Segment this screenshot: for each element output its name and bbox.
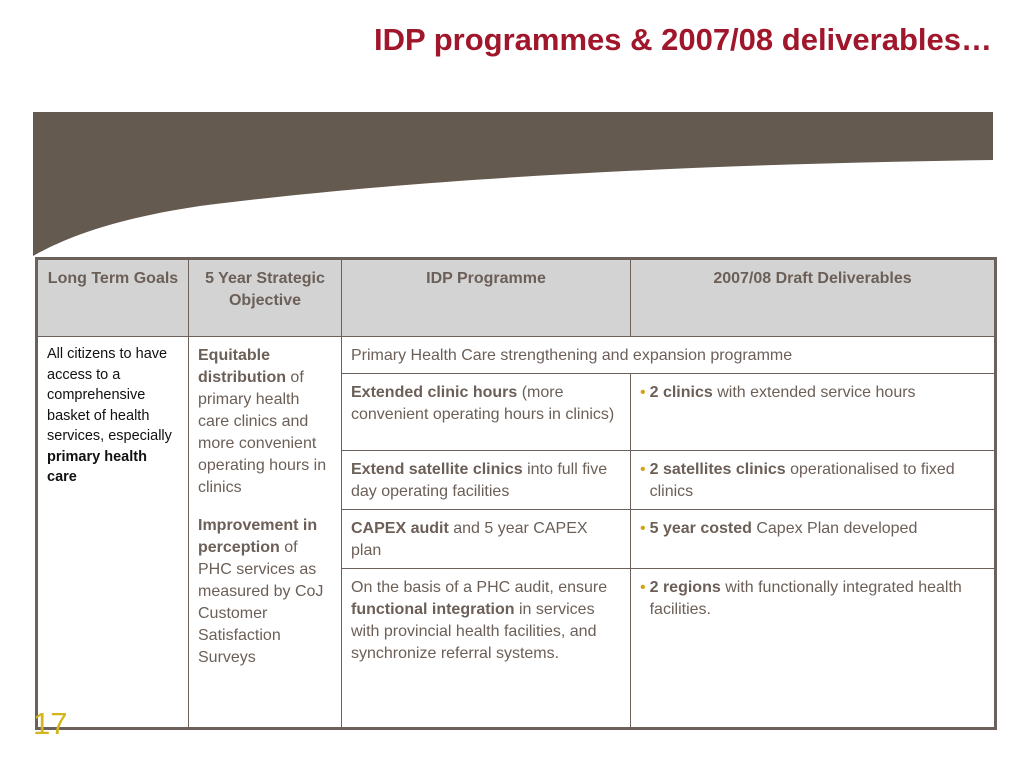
table-row: [37, 337, 996, 374]
programme-cell: [342, 510, 631, 569]
deliverable-cell: [631, 451, 996, 510]
objective-2-bold: Improvement in perception: [198, 517, 318, 556]
bullet-icon: •: [640, 579, 646, 596]
deliverable-bold: 2 satellites clinics: [649, 461, 786, 478]
programme-bold: Extended clinic hours: [351, 384, 518, 401]
table-header-row: [37, 259, 996, 337]
header-strategic-objective: 5 Year Strategic Objective: [189, 259, 342, 337]
goal-bold: primary health care: [47, 448, 147, 485]
slide-number: 17: [33, 706, 68, 741]
header-deliverables: 2007/08 Draft Deliverables: [631, 259, 996, 337]
deliverable-cell: [631, 569, 996, 729]
deliverable-text: Capex Plan developed: [751, 520, 918, 537]
objective-1-bold: Equitable distribution: [198, 347, 286, 386]
programme-bold: functional integration: [351, 601, 515, 618]
programme-text: (more convenient operating hours in clinics): [351, 384, 615, 423]
programme-text: into full five day operating facilities: [351, 461, 608, 500]
objective-2-text: of PHC services as measured by CoJ Customer Satisfaction Surveys: [198, 539, 324, 666]
deliverable-text: operationalised to fixed clinics: [649, 461, 955, 500]
programme-title: Primary Health Care strengthening and expansion programme: [342, 337, 996, 374]
header-long-term-goals: Long Term Goals: [37, 259, 189, 337]
bullet-icon: •: [640, 384, 646, 401]
page-title: IDP programmes & 2007/08 deliverables…: [373, 22, 992, 57]
deliverable-bold: 2 regions: [649, 579, 721, 596]
deliverable-bold: 5 year costed: [649, 520, 752, 537]
programme-pre: On the basis of a PHC audit, ensure: [351, 579, 608, 596]
deliverable-text: with functionally integrated health facilities.: [649, 579, 962, 618]
programme-bold: Extend satellite clinics: [351, 461, 523, 478]
idp-table: [35, 257, 997, 730]
bullet-icon: •: [640, 520, 646, 537]
programme-bold: CAPEX audit: [351, 520, 449, 537]
objective-para-2: [198, 515, 332, 669]
deliverable-cell: [631, 374, 996, 451]
programme-text: in services with provincial health facilities, and synchronize referral systems.: [351, 601, 597, 662]
programme-cell: [342, 374, 631, 451]
deliverable-text: with extended service hours: [712, 384, 916, 401]
deliverable-cell: [631, 510, 996, 569]
objective-1-text: of primary health care clinics and more convenient operating hours in clinics: [198, 369, 327, 496]
programme-text: and 5 year CAPEX plan: [351, 520, 588, 559]
objective-para-1: [198, 345, 332, 499]
programme-cell: [342, 451, 631, 510]
programme-cell: [342, 569, 631, 729]
deliverable-bold: 2 clinics: [649, 384, 713, 401]
bullet-icon: •: [640, 461, 646, 478]
long-term-goal-cell: [37, 337, 189, 729]
strategic-objective-cell: [189, 337, 342, 729]
goal-text: All citizens to have access to a comprehensive basket of health services, especially: [47, 346, 172, 444]
decorative-band: [0, 0, 1024, 260]
header-idp-programme: IDP Programme: [342, 259, 631, 337]
